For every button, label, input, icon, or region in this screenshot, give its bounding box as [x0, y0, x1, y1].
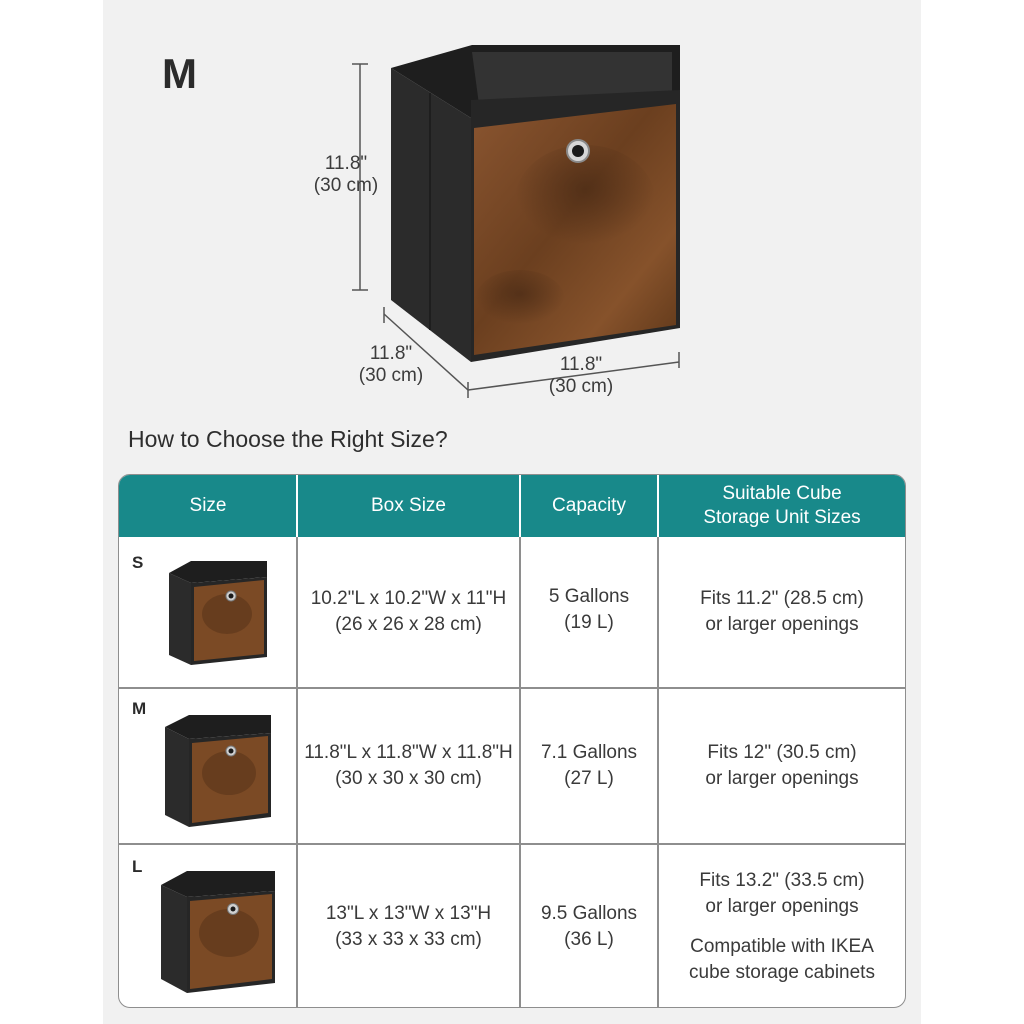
header-suitable-sizes: [658, 475, 906, 537]
row-size-label: M: [132, 699, 147, 718]
row-box-size: [297, 845, 520, 1008]
header-divider: [519, 475, 521, 537]
capacity-gallons: 5 Gallons: [548, 586, 630, 607]
depth-inches: 11.8": [369, 343, 413, 364]
storage-cube-illustration: [0, 0, 1024, 420]
fit-opening: Fits 13.2" (33.5 cm): [699, 870, 865, 891]
height-inches: 11.8": [324, 153, 368, 174]
size-comparison-table: [118, 474, 906, 1008]
capacity-liters: (19 L): [564, 612, 614, 633]
fit-opening: Fits 12" (30.5 cm): [707, 742, 857, 763]
depth-dimension-label: [345, 343, 437, 387]
box-size-inches: 11.8"L x 11.8"W x 11.8"H: [304, 742, 513, 763]
capacity-gallons: 7.1 Gallons: [540, 742, 638, 763]
capacity-gallons: 9.5 Gallons: [540, 903, 638, 924]
row-box-size: [297, 689, 520, 843]
depth-cm: (30 cm): [358, 365, 424, 386]
small-cube-image: [165, 559, 269, 665]
row-capacity: [520, 689, 658, 843]
width-dimension-label: [535, 354, 627, 398]
section-heading: How to Choose the Right Size?: [128, 426, 448, 452]
row-suitable-size: [658, 845, 906, 1008]
ikea-compatibility-note: cube storage cabinets: [689, 962, 875, 983]
header-capacity: Capacity: [552, 495, 626, 516]
header-divider: [657, 475, 659, 537]
row-suitable-size: [658, 537, 906, 687]
medium-cube-image: [161, 713, 273, 827]
fit-note: or larger openings: [705, 614, 859, 635]
row-capacity: [520, 845, 658, 1008]
row-suitable-size: [658, 689, 906, 843]
box-size-cm: (26 x 26 x 28 cm): [335, 614, 482, 635]
box-size-inches: 13"L x 13"W x 13"H: [325, 903, 492, 924]
width-cm: (30 cm): [548, 376, 614, 397]
header-box-size: Box Size: [371, 495, 446, 516]
ikea-compatibility: Compatible with IKEA: [690, 936, 874, 957]
capacity-liters: (27 L): [564, 768, 614, 789]
large-cube-image: [157, 869, 277, 993]
hero-size-letter: M: [162, 50, 197, 97]
header-suitable-line2: Storage Unit Sizes: [703, 507, 861, 528]
fit-note: or larger openings: [705, 896, 859, 917]
row-capacity: [520, 537, 658, 683]
fit-note: or larger openings: [705, 768, 859, 789]
box-size-inches: 10.2"L x 10.2"W x 11"H: [310, 588, 507, 609]
header-divider: [296, 475, 298, 537]
box-size-cm: (30 x 30 x 30 cm): [335, 768, 482, 789]
width-inches: 11.8": [559, 354, 603, 375]
height-cm: (30 cm): [313, 175, 379, 196]
height-dimension-label: [300, 153, 392, 197]
header-size: Size: [189, 495, 227, 516]
capacity-liters: (36 L): [564, 929, 614, 950]
box-size-cm: (33 x 33 x 33 cm): [335, 929, 482, 950]
header-suitable-line1: Suitable Cube: [722, 483, 842, 504]
row-size-label: L: [132, 857, 143, 876]
row-box-size: [297, 537, 520, 687]
row-size-label: S: [132, 553, 144, 572]
fit-opening: Fits 11.2" (28.5 cm): [700, 588, 864, 609]
